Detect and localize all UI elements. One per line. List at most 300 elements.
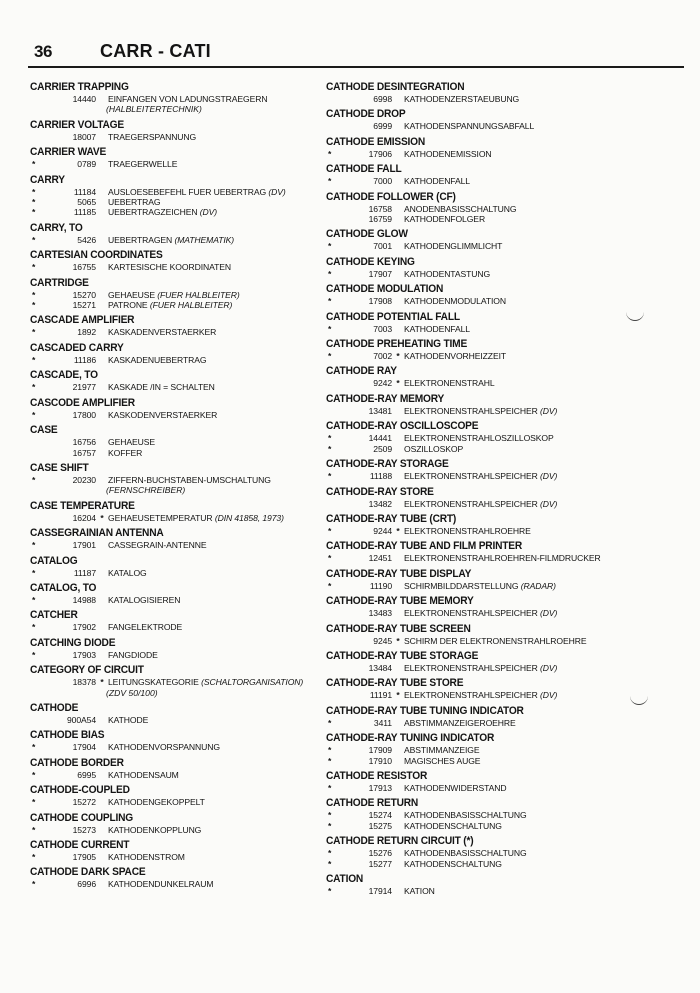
- translation-line: [326, 581, 676, 591]
- entry-number: 5426: [77, 234, 96, 245]
- entry-marker: *: [328, 858, 332, 869]
- entry-number: 6998: [373, 94, 392, 104]
- entry-marker: *: [32, 474, 36, 485]
- entry-number: 6995: [77, 769, 96, 780]
- translation-line: [30, 650, 350, 660]
- translation-line: [326, 269, 676, 279]
- translation-term: ELEKTRONENSTRAHLSPEICHER: [404, 690, 538, 701]
- entry-term: CASCADED CARRY: [30, 342, 124, 355]
- star-marker: *: [396, 525, 400, 536]
- translation-line: [326, 296, 676, 306]
- dictionary-entry: [30, 120, 350, 142]
- translation-line: [326, 553, 676, 563]
- entry-number: 17906: [368, 148, 392, 159]
- page-number: 36: [34, 42, 52, 61]
- dictionary-entry: [326, 651, 676, 673]
- translation-term: CASSEGRAIN-ANTENNE: [108, 540, 207, 551]
- translation-term: KATALOGISIEREN: [108, 594, 181, 605]
- translation-term: ELEKTRONENSTRAHLSPEICHER: [404, 608, 538, 619]
- translation-text: [108, 650, 350, 660]
- entry-marker: *: [32, 207, 36, 218]
- translation-text: [404, 176, 676, 186]
- dictionary-entry: [30, 147, 350, 169]
- translation-text: [108, 622, 350, 632]
- entry-term: CATHODE RAY: [326, 366, 397, 378]
- translation-text: [108, 159, 350, 169]
- translation-line: [326, 636, 676, 646]
- entry-number: 14988: [72, 594, 96, 605]
- translation-line: [326, 324, 676, 334]
- entry-term: CATHODE-RAY TUBE DISPLAY: [326, 568, 472, 580]
- translation-line: [30, 852, 350, 862]
- translation-term: KOFFER: [108, 447, 143, 458]
- entry-marker: *: [328, 176, 332, 187]
- translation-term: ELEKTRONENSTRAHLROEHREN-FILMDRUCKER: [404, 553, 601, 564]
- translation-text: [108, 382, 350, 392]
- translation-line: [326, 756, 676, 766]
- entry-number: 14441: [368, 433, 392, 444]
- translation-line: [326, 176, 676, 186]
- translation-line: [326, 121, 676, 131]
- translation-line: [30, 382, 350, 392]
- entry-marker: *: [328, 296, 332, 307]
- translation-term: KATHODENFALL: [404, 323, 470, 334]
- entry-term: CATHODE-COUPLED: [30, 784, 130, 797]
- entry-number: 17905: [72, 852, 96, 862]
- translation-term: GEHAEUSETEMPERATUR: [108, 512, 213, 523]
- translation-term: KATHODENEMISSION: [404, 148, 492, 159]
- entry-number: 13482: [368, 498, 392, 509]
- entry-marker: *: [32, 327, 36, 338]
- translation-line: [326, 204, 676, 214]
- translation-line: [30, 355, 350, 365]
- translation-term: KASKADENUEBERTRAG: [108, 354, 207, 365]
- translation-line: [30, 797, 350, 807]
- entry-term: CASSEGRAINIAN ANTENNA: [30, 527, 164, 540]
- entry-number: 6999: [373, 121, 392, 132]
- translation-note: (FUER HALBLEITER): [157, 289, 240, 300]
- translation-term: KATHODENTASTUNG: [404, 268, 491, 279]
- translation-text: [108, 262, 350, 272]
- entry-term: CATHODE DESINTEGRATION: [326, 81, 465, 94]
- entry-marker: *: [328, 443, 332, 454]
- translation-note: (DV): [540, 498, 558, 509]
- translation-term: TRAEGERWELLE: [108, 159, 178, 170]
- translation-line: [326, 378, 676, 388]
- entry-number: 16756: [72, 437, 96, 448]
- translation-term: AUSLOESEBEFEHL FUER UEBERTRAG: [108, 186, 267, 197]
- translation-term: OSZILLOSKOP: [404, 443, 464, 454]
- translation-text: [108, 355, 350, 365]
- translation-text: [404, 553, 676, 563]
- dictionary-entry: [30, 425, 350, 458]
- entry-number: 11184: [73, 186, 96, 197]
- entry-number: 17914: [368, 886, 392, 896]
- translation-line: [326, 859, 676, 869]
- translation-line: [30, 410, 350, 420]
- translation-term: KATHODENSAUM: [108, 769, 179, 780]
- entry-term: CATHODE-RAY OSCILLOSCOPE: [326, 420, 479, 433]
- entry-number: 9242: [373, 378, 392, 389]
- entry-term: CATHODE-RAY TUBE (CRT): [326, 513, 457, 526]
- translation-line: [30, 159, 350, 169]
- translation-text: [404, 444, 676, 454]
- translation-line: [326, 241, 676, 251]
- entry-marker: *: [32, 769, 36, 780]
- entry-term: CATHODE-RAY TUBE STORE: [326, 678, 464, 690]
- translation-term: KATHODENBASISSCHALTUNG: [404, 848, 527, 859]
- translation-text: [108, 879, 350, 889]
- translation-text: [404, 756, 676, 766]
- entry-number: 11185: [73, 207, 96, 218]
- entry-number: 16755: [72, 262, 96, 273]
- entry-number: 15270: [72, 289, 96, 300]
- translation-line: [326, 526, 676, 536]
- entry-term: CATHODE-RAY TUBE MEMORY: [326, 595, 474, 608]
- entry-term: CATHODE KEYING: [326, 256, 415, 269]
- translation-text: [404, 433, 676, 443]
- entry-number: 15274: [368, 810, 392, 821]
- translation-line: [326, 848, 676, 858]
- translation-term: ZIFFERN-BUCHSTABEN-UMSCHALTUNG: [108, 474, 271, 485]
- entry-term: CATHODE RETURN: [326, 798, 419, 810]
- star-marker: *: [396, 635, 400, 646]
- dictionary-entry: [326, 82, 676, 104]
- entry-number: 17907: [368, 268, 392, 279]
- entry-term: CATHODE-RAY STORE: [326, 486, 434, 498]
- entry-number: 16757: [72, 447, 96, 458]
- translation-term: ELEKTRONENSTRAHL: [404, 378, 495, 389]
- entry-marker: *: [32, 354, 36, 365]
- translation-term: KASKADE /IN = SCHALTEN: [108, 382, 215, 393]
- entry-number: 17908: [368, 296, 392, 307]
- translation-line: [326, 94, 676, 104]
- translation-term: ABSTIMMANZEIGEROEHRE: [404, 717, 516, 728]
- translation-text: [108, 207, 350, 217]
- translation-line: [30, 187, 350, 197]
- dictionary-entry: [326, 569, 676, 591]
- translation-text: [108, 513, 350, 523]
- dictionary-entry: [30, 580, 350, 605]
- entry-marker: *: [328, 268, 332, 279]
- translation-note: (DV): [540, 608, 558, 619]
- translation-line: [30, 568, 350, 578]
- entry-marker: *: [328, 471, 332, 482]
- entry-marker: *: [328, 745, 332, 756]
- dictionary-entry: [326, 164, 676, 186]
- translation-text: [108, 448, 350, 458]
- entry-number: 17913: [368, 782, 392, 793]
- entry-number: 9244: [373, 525, 392, 536]
- entry-number: 14440: [72, 94, 96, 104]
- translation-line: [30, 94, 350, 104]
- entry-marker: *: [32, 159, 36, 170]
- translation-note: (FUER HALBLEITER): [149, 300, 233, 311]
- entry-term: CATHODE-RAY TUBE STORAGE: [326, 650, 479, 663]
- translation-text: [404, 859, 676, 869]
- entry-number: 15272: [72, 797, 96, 808]
- translation-text: [404, 526, 676, 536]
- entry-number: 1892: [77, 327, 96, 338]
- entry-marker: *: [328, 351, 332, 362]
- entry-term: CATHODE RESISTOR: [326, 770, 428, 783]
- entry-number: 11187: [73, 567, 96, 578]
- translation-term: EINFANGEN VON LADUNGSTRAEGERN: [108, 94, 268, 104]
- entry-term: CARTESIAN COORDINATES: [30, 249, 163, 262]
- entry-marker: *: [328, 886, 332, 896]
- translation-line: [326, 444, 676, 454]
- translation-line: [30, 715, 350, 725]
- entry-number: 18007: [72, 131, 96, 142]
- dictionary-entry: [30, 501, 350, 523]
- dictionary-entry: [30, 175, 350, 218]
- translation-line: [30, 132, 350, 142]
- translation-term: KATHODENSTROM: [108, 852, 185, 862]
- translation-note: (SCHALTORGANISATION): [201, 677, 304, 688]
- translation-line: [326, 690, 676, 700]
- dictionary-entry: [326, 229, 676, 251]
- translation-text: [404, 204, 676, 214]
- dictionary-entry: [326, 771, 676, 793]
- dictionary-entry: [326, 421, 676, 454]
- dictionary-entry: [30, 250, 350, 272]
- entry-term: CATHODE CURRENT: [30, 839, 130, 852]
- entry-marker: *: [32, 879, 36, 890]
- entry-term: CATALOG, TO: [30, 582, 97, 595]
- translation-text: [108, 797, 350, 807]
- translation-text: [404, 718, 676, 728]
- entry-term: CATALOG: [30, 555, 78, 567]
- translation-term: KATHODENSCHALTUNG: [404, 820, 502, 831]
- entry-marker: *: [328, 820, 332, 831]
- dictionary-entry: [326, 109, 676, 131]
- entry-number: 5065: [77, 197, 96, 208]
- entry-marker: *: [328, 848, 332, 859]
- translation-line: [326, 745, 676, 755]
- dictionary-entry: [30, 867, 350, 889]
- entry-number: 17910: [368, 755, 392, 766]
- translation-line: [326, 886, 676, 896]
- entry-marker: *: [328, 782, 332, 793]
- entry-number: 16204: [72, 512, 96, 523]
- translation-line: [30, 879, 350, 889]
- entry-marker: *: [32, 824, 36, 835]
- translation-text: [404, 214, 676, 224]
- translation-text: [404, 636, 676, 646]
- entry-term: CATHODE-RAY TUBE SCREEN: [326, 623, 471, 635]
- dictionary-entry: [326, 284, 676, 306]
- entry-marker: *: [32, 409, 36, 420]
- entry-number: 6996: [77, 879, 96, 890]
- dictionary-entry: [326, 366, 676, 388]
- translation-text: [108, 852, 350, 862]
- entry-term: CATHODE BORDER: [30, 757, 124, 770]
- dictionary-entry: [326, 678, 676, 700]
- entry-term: CATHODE FALL: [326, 163, 402, 176]
- dictionary-entry: [326, 624, 676, 646]
- translation-term: KATHODENWIDERSTAND: [404, 782, 507, 793]
- translation-term: MAGISCHES AUGE: [404, 755, 481, 766]
- translation-text: [404, 783, 676, 793]
- translation-term: KATALOG: [108, 567, 147, 578]
- entry-term: CATCHER: [30, 610, 78, 622]
- translation-text: [404, 149, 676, 159]
- entry-marker: *: [32, 186, 36, 197]
- translation-line: [30, 677, 350, 687]
- translation-line: [30, 300, 350, 310]
- dictionary-entry: [326, 541, 676, 563]
- translation-line: [326, 406, 676, 416]
- translation-text: [108, 770, 350, 780]
- entry-marker: *: [328, 580, 332, 591]
- translation-note: (DV): [268, 186, 286, 197]
- entry-term: CATION: [326, 873, 364, 886]
- translation-note: (MATHEMATIK): [174, 234, 235, 245]
- translation-line: [30, 540, 350, 550]
- translation-term: UEBERTRAGZEICHEN: [108, 207, 198, 218]
- dictionary-entry: [30, 370, 350, 392]
- header-rule: [28, 66, 684, 68]
- entry-term: CASE SHIFT: [30, 462, 89, 475]
- entry-term: CASCODE AMPLIFIER: [30, 397, 135, 409]
- entry-marker: *: [328, 433, 332, 444]
- dictionary-entry: [326, 798, 676, 831]
- entry-marker: *: [328, 553, 332, 564]
- dictionary-entry: [30, 755, 350, 780]
- entry-number: 11191: [369, 690, 392, 701]
- translation-term: FANGELEKTRODE: [108, 622, 183, 633]
- translation-line: [326, 663, 676, 673]
- dictionary-entry: [326, 514, 676, 536]
- entry-number: 15275: [368, 820, 392, 831]
- dictionary-entry: [30, 315, 350, 337]
- entry-number: 20230: [72, 474, 96, 485]
- dictionary-entry: [30, 782, 350, 808]
- dictionary-entry: [30, 840, 350, 862]
- entry-number: 7002: [373, 351, 392, 362]
- entry-number: 13484: [368, 662, 392, 673]
- entry-number: 17800: [72, 409, 96, 420]
- star-marker: *: [396, 351, 400, 362]
- translation-note: (DV): [540, 690, 558, 701]
- dictionary-entry: [326, 339, 676, 361]
- entry-term: CATEGORY OF CIRCUIT: [30, 664, 144, 677]
- entry-term: CATHODE COUPLING: [30, 812, 134, 824]
- dictionary-entry: [30, 813, 350, 835]
- translation-term: ELEKTRONENSTRAHLSPEICHER: [404, 471, 538, 482]
- entry-marker: *: [32, 540, 36, 551]
- translation-line: [326, 499, 676, 509]
- dictionary-entry: [326, 596, 676, 618]
- translation-line: [30, 448, 350, 458]
- dictionary-entry: [30, 223, 350, 245]
- translation-term: KATHODENFALL: [404, 176, 470, 187]
- entry-number: 3411: [373, 717, 392, 728]
- entry-marker: *: [32, 594, 36, 605]
- dictionary-entry: [30, 278, 350, 311]
- dictionary-entry: [326, 733, 676, 766]
- translation-line: [30, 475, 350, 485]
- dictionary-entry: [30, 556, 350, 578]
- entry-number: 0789: [77, 159, 96, 170]
- translation-text: [108, 410, 350, 420]
- entry-term: CASCADE, TO: [30, 369, 98, 382]
- dictionary-entry: [30, 525, 350, 551]
- translation-line: [326, 810, 676, 820]
- dictionary-entry: [326, 459, 676, 481]
- entry-term: CATCHING DIODE: [30, 637, 116, 649]
- translation-term: KATION: [404, 886, 435, 896]
- translation-term: ELEKTRONENSTRAHLROEHRE: [404, 525, 531, 536]
- entry-marker: *: [328, 323, 332, 334]
- entry-term: CATHODE RETURN CIRCUIT (*): [326, 835, 474, 848]
- translation-text: [404, 886, 676, 896]
- star-marker: *: [100, 512, 104, 523]
- translation-text: [404, 810, 676, 820]
- translation-term: ELEKTRONENSTRAHLSPEICHER: [404, 662, 538, 673]
- translation-line: [30, 770, 350, 780]
- translation-line: [30, 595, 350, 605]
- entry-term: CATHODE POTENTIAL FALL: [326, 311, 460, 323]
- translation-text: [108, 825, 350, 835]
- entry-number: 13483: [368, 608, 392, 619]
- entry-number: 12451: [368, 553, 392, 564]
- entry-marker: *: [32, 797, 36, 808]
- translation-continuation: (HALBLEITERTECHNIK): [106, 104, 202, 115]
- entry-number: 9245: [373, 635, 392, 646]
- translation-term: KATHODENBASISSCHALTUNG: [404, 810, 527, 821]
- dictionary-entry: [326, 836, 676, 869]
- entry-marker: *: [32, 649, 36, 660]
- translation-note: (RADAR): [520, 580, 556, 591]
- translation-text: [404, 351, 676, 361]
- translation-term: GEHAEUSE: [108, 437, 155, 448]
- entry-marker: *: [328, 755, 332, 766]
- translation-text: [404, 94, 676, 104]
- entry-number: 2509: [373, 443, 392, 454]
- entry-term: CARRIER WAVE: [30, 146, 107, 159]
- dictionary-entry: [30, 82, 350, 115]
- translation-text: [404, 269, 676, 279]
- translation-line: [326, 214, 676, 224]
- translation-term: KATHODENVORSPANNUNG: [108, 742, 220, 753]
- translation-term: SCHIRM DER ELEKTRONENSTRAHLROEHRE: [404, 635, 587, 646]
- translation-term: KATHODENDUNKELRAUM: [108, 879, 214, 890]
- entry-term: CASE TEMPERATURE: [30, 500, 135, 512]
- entry-term: CASCADE AMPLIFIER: [30, 315, 135, 327]
- entry-term: CATHODE-RAY MEMORY: [326, 393, 445, 406]
- translation-text: [108, 300, 350, 310]
- entry-marker: *: [32, 262, 36, 273]
- entry-number: 17904: [72, 742, 96, 753]
- dictionary-column-right: [326, 82, 676, 901]
- translation-text: [108, 437, 350, 447]
- translation-text: [404, 745, 676, 755]
- translation-text: [108, 595, 350, 605]
- translation-line: [30, 327, 350, 337]
- translation-term: UEBERTRAGEN: [108, 234, 173, 245]
- translation-term: KATHODENMODULATION: [404, 296, 506, 307]
- entry-term: CASE: [30, 424, 58, 437]
- translation-term: KATHODENGLIMMLICHT: [404, 241, 503, 252]
- translation-text: [108, 568, 350, 578]
- entry-number: 11190: [369, 580, 392, 591]
- translation-line: [30, 742, 350, 752]
- entry-marker: *: [32, 300, 36, 311]
- translation-line: [326, 351, 676, 361]
- translation-term: KATHODENVORHEIZZEIT: [404, 351, 507, 362]
- translation-line: [326, 149, 676, 159]
